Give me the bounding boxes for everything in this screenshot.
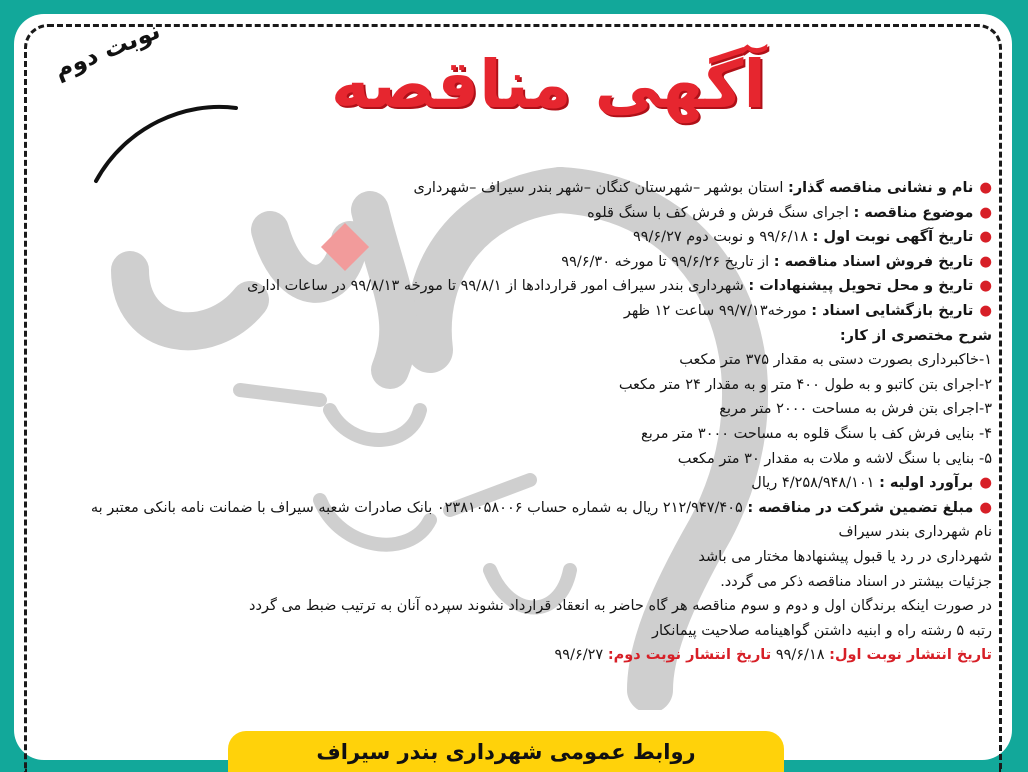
docs-sale-line: ●تاریخ فروش اسناد مناقصه : از تاریخ ۹۹/۶/۲۶ تا مورخه ۹۹/۶/۳۰ [561, 253, 992, 270]
publication-dates-line: تاریخ انتشار نوبت اول: ۹۹/۶/۱۸ تاریخ انتشار نوبت دوم: ۹۹/۶/۲۷ [554, 647, 992, 664]
delivery-line: ●تاریخ و محل تحویل پیشنهادات : شهرداری بندر سیراف امور قراردادها از ۹۹/۸/۱ تا مورخه ۹۹/۸/۱۳ در ساعات اداری [247, 278, 992, 295]
work-item: ۴- بنایی فرش کف با سنگ قلوه به مساحت ۳۰۰۰ متر مربع [641, 425, 992, 442]
subject-line: ●موضوع مناقصه : اجرای سنگ فرش و فرش کف با سنگ قلوه [587, 204, 992, 221]
details-line: جزئیات بیشتر در اسناد مناقصه ذکر می گردد. [720, 573, 992, 590]
round-arc [86, 96, 246, 186]
guarantee-line: ●مبلغ تضمین شرکت در مناقصه : ۲۱۲/۹۴۷/۴۰۵ ریال به شماره حساب ۰۲۳۸۱۰۵۸۰۰۶ بانک صادرات شعبه سیراف با ضمانت نامه بانکی معتبر به [90, 499, 992, 516]
work-item: ۵- بنایی با سنگ لاشه و ملات به مقدار ۳۰ متر مکعب [677, 450, 992, 467]
work-item: ۳-اجرای بتن فرش به مساحت ۲۰۰۰ متر مربع [719, 401, 992, 418]
work-item: ۲-اجرای بتن کاتبو و به طول ۴۰۰ متر و به مقدار ۲۴ متر مکعب [618, 376, 992, 393]
guarantee-continued: نام شهرداری بندر سیراف [838, 524, 992, 541]
notice-body [32, 176, 992, 668]
tenderer-line: ●نام و نشانی مناقصه گذار: استان بوشهر –شهرستان کنگان –شهر بندر سیراف –شهرداری [413, 180, 992, 196]
ad-date-line: ●تاریخ آگهی نوبت اول : ۹۹/۶/۱۸ و نوبت دوم ۹۹/۶/۲۷ [632, 229, 992, 246]
work-item: ۱-خاکبرداری بصورت دستی به مقدار ۳۷۵ متر مکعب [679, 352, 992, 369]
rights-line: شهرداری در رد یا قبول پیشنهادها مختار می باشد [698, 548, 992, 565]
opening-line: ●تاریخ بازگشایی اسناد : مورخه۹۹/۷/۱۳ ساعت ۱۲ ظهر [623, 302, 992, 319]
page-title: آگهی مناقصه [330, 46, 766, 123]
second-round-label: نوبت دوم [50, 16, 165, 84]
estimate-line: ●برآورد اولیه : ۴/۲۵۸/۹۴۸/۱۰۱ ریال [751, 475, 992, 492]
qualification-line: رتبه ۵ رشته راه و ابنیه داشتن گواهینامه صلاحیت پیمانکار [651, 622, 992, 639]
footer-signature: روابط عمومی شهرداری بندر سیراف [228, 731, 784, 772]
work-heading: شرح مختصری از کار: [839, 327, 992, 344]
winners-line: در صورت اینکه برندگان اول و دوم و سوم مناقصه هر گاه حاضر به انعقاد قرارداد نشوند سپرده آنان به ترتیب ضبط می گردد [249, 598, 992, 615]
